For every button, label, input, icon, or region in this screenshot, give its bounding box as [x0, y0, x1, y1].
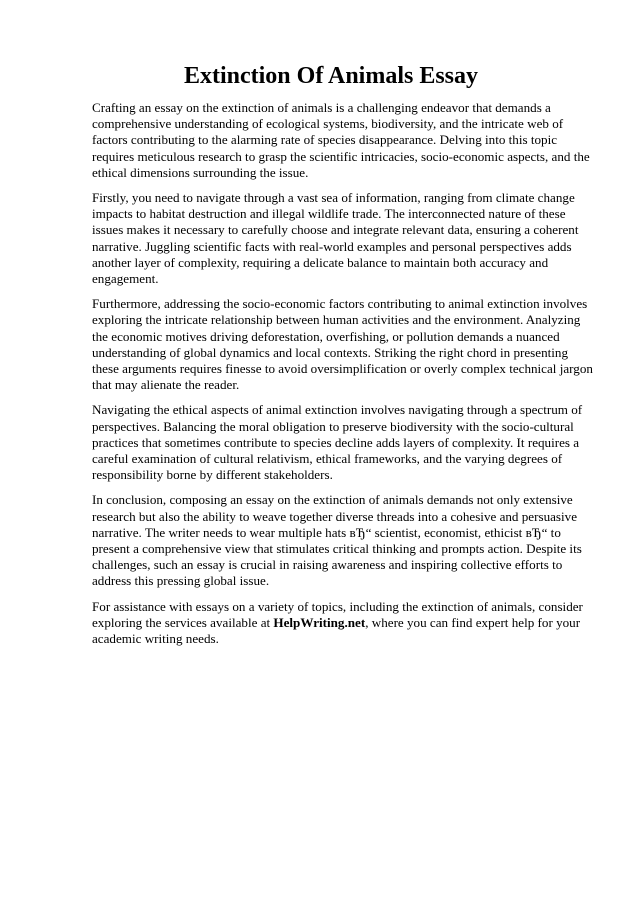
paragraph-conclusion: In conclusion, composing an essay on the extinction of animals demands not only extensive research but also the ability to weave together diverse threads into a cohesive and persuasive narrative. The writer needs to wear multiple hats вЂ“ scientist, economist, ethicist вЂ“ to present a comprehensive view that stimulates critical thinking and prompts action. Despite its challenges, such an essay is crucial in raising awareness and inspiring collective efforts to address this pressing global issue.	[92, 492, 582, 589]
paragraph-furthermore: Furthermore, addressing the socio-economic factors contributing to animal extinction involves exploring the intricate relationship between human activities and the environment. Analyzing the economic motives driving deforestation, overfishing, or pollution demands a nuanced understanding of global dynamics and local contexts. Striking the right chord in presenting these arguments requires finesse to avoid oversimplification or overly complex technical jargon that may alienate the reader.	[92, 296, 593, 393]
paragraph-ethical: Navigating the ethical aspects of animal extinction involves navigating through a spectrum of perspectives. Balancing the moral obligation to preserve biodiversity with the socio-cultural practices that sometimes contribute to species decline adds layers of complexity. It requires a careful examination of cultural relativism, ethical frameworks, and the varying degrees of responsibility borne by different stakeholders.	[92, 402, 583, 483]
paragraph-firstly: Firstly, you need to navigate through a vast sea of information, ranging from climate change impacts to habitat destruction and illegal wildlife trade. The interconnected nature of these issues makes it necessary to carefully choose and integrate relevant data, ensuring a coherent narrative. Juggling scientific facts with real-world examples and personal perspectives adds another layer of complexity, requiring a delicate balance to maintain both accuracy and engagement.	[92, 190, 579, 287]
assistance-text-after: , where you can find expert help for your academic writing needs.	[92, 614, 581, 647]
paragraph-intro: Crafting an essay on the extinction of animals is a challenging endeavor that demands a comprehensive understanding of ecological systems, biodiversity, and the intricate web of factors contributing to the alarming rate of species disappearance. Delving into this topic requires meticulous research to grasp the scientific intricacies, socio-economic aspects, and the ethical dimensions surrounding the issue.	[92, 100, 590, 180]
helpwriting-link[interactable]: HelpWriting.net	[273, 614, 366, 630]
assistance-text-before: For assistance with essays on a variety of topics, including the extinction of animals, consider exploring the services available at	[92, 598, 583, 630]
essay-title: Extinction Of Animals Essay	[183, 63, 479, 89]
paragraph-assistance	[92, 599, 598, 648]
